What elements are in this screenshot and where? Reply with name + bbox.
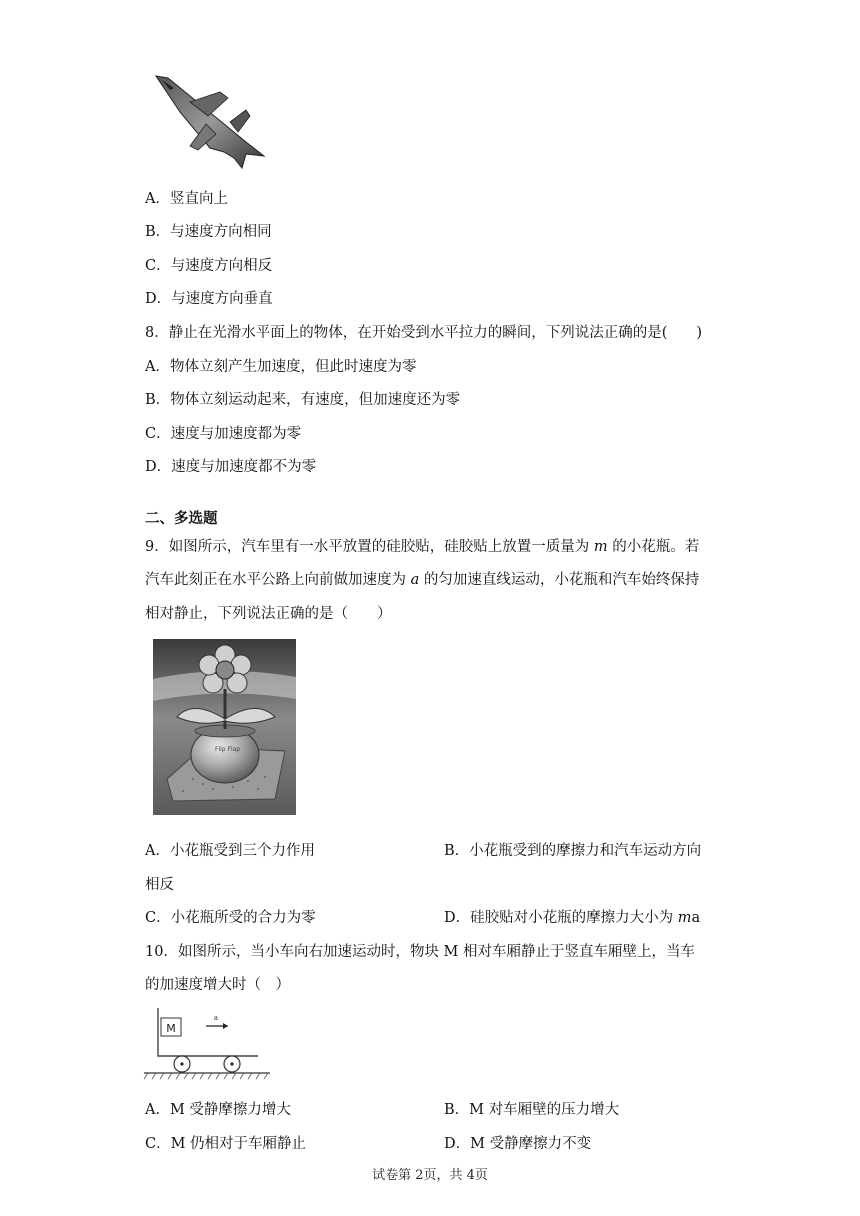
q9-option-d: D．硅胶贴对小花瓶的摩擦力大小为 ma — [444, 910, 701, 926]
jet-aircraft-image — [150, 72, 268, 170]
q8-option-c: C．速度与加速度都为零 — [145, 426, 302, 442]
q7-option-c: C．与速度方向相反 — [145, 258, 273, 274]
q9-option-a: A．小花瓶受到三个力作用 — [145, 843, 315, 859]
q10-option-b: B．M 对车厢壁的压力增大 — [444, 1102, 620, 1118]
q8-option-b: B．物体立刻运动起来，有速度，但加速度还为零 — [145, 392, 461, 408]
q7-option-b: B．与速度方向相同 — [145, 224, 272, 240]
q10-stem-line-2: 的加速度增大时（ ） — [145, 977, 290, 993]
pot-label-text: Flip Flap — [215, 746, 241, 753]
q10-option-d: D．M 受静摩擦力不变 — [444, 1136, 592, 1152]
q7-option-a: A．竖直向上 — [145, 191, 228, 207]
q7-option-d: D．与速度方向垂直 — [145, 291, 273, 307]
q8-option-a: A．物体立刻产生加速度，但此时速度为零 — [145, 359, 417, 375]
q9-stem-line-1: 9．如图所示，汽车里有一水平放置的硅胶贴，硅胶贴上放置一质量为 m 的小花瓶。若 — [145, 539, 700, 555]
q9-option-b-line-1: B．小花瓶受到的摩擦力和汽车运动方向 — [444, 843, 702, 859]
q8-stem: 8．静止在光滑水平面上的物体，在开始受到水平拉力的瞬间，下列说法正确的是( ) — [145, 325, 703, 341]
flower-pot-photo — [153, 639, 296, 815]
q9-option-c: C．小花瓶所受的合力为零 — [145, 910, 316, 926]
acceleration-label: a — [213, 1014, 219, 1022]
block-label: M — [166, 1022, 176, 1035]
q10-stem-line-1: 10．如图所示，当小车向右加速运动时，物块 M 相对车厢静止于竖直车厢壁上，当车 — [145, 944, 696, 960]
q10-option-a: A．M 受静摩擦力增大 — [145, 1102, 291, 1118]
q9-stem-line-2: 汽车此刻正在水平公路上向前做加速度为 a 的匀加速直线运动，小花瓶和汽车始终保持 — [145, 572, 700, 588]
page-footer: 试卷第 2页，共 4页 — [372, 1168, 488, 1183]
section-heading-multiple-choice: 二、多选题 — [145, 510, 218, 527]
q10-option-c: C．M 仍相对于车厢静止 — [145, 1136, 307, 1152]
q8-option-d: D．速度与加速度都不为零 — [145, 459, 317, 475]
cart-block-diagram — [142, 1006, 272, 1082]
q9-option-b-line-2: 相反 — [145, 877, 174, 893]
q9-stem-line-3: 相对静止，下列说法正确的是（ ） — [145, 606, 392, 622]
